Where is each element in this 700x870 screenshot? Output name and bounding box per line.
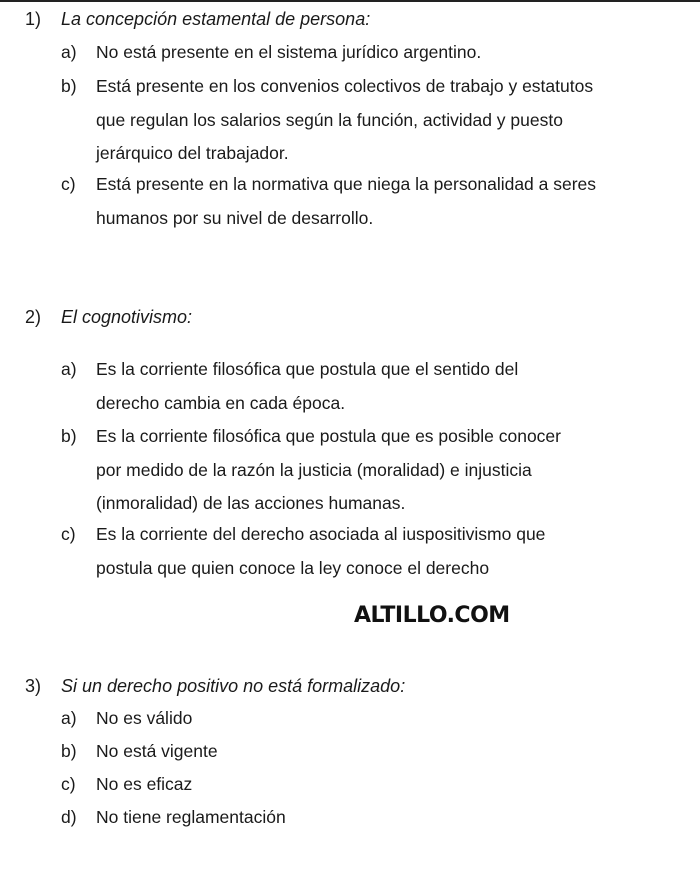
option-text (96, 735, 700, 769)
option-line: postula que quien conoce la ley conoce el derecho (96, 557, 490, 578)
option-line: No es eficaz (96, 774, 193, 794)
option-line: (inmoralidad) de las acciones humanas. (96, 493, 406, 513)
option-1a (61, 36, 700, 70)
question-number: 2) (25, 307, 42, 327)
watermark-text: ALTILLO.COM (354, 603, 510, 628)
question-prompt: La concepción estamental de persona: (61, 9, 371, 29)
option-text (96, 801, 700, 835)
option-line: Es la corriente filosófica que postula que el sentido del (96, 359, 519, 379)
option-line: Es la corriente filosófica que postula que es posible conocer (96, 426, 561, 446)
option-line: No está presente en el sistema jurídico argentino. (96, 42, 482, 62)
question-2-heading (25, 306, 192, 328)
option-text (96, 518, 700, 585)
option-letter: b) (61, 76, 77, 96)
option-line: Está presente en los convenios colectivos de trabajo y estatutos (96, 76, 594, 96)
option-line: No está vigente (96, 741, 218, 761)
option-line: jerárquico del trabajador. (96, 143, 289, 163)
option-line: por medido de la razón la justicia (moralidad) e injusticia (96, 459, 532, 480)
option-letter: a) (61, 359, 77, 379)
option-letter: c) (61, 524, 76, 544)
option-text (96, 36, 700, 70)
option-1b (61, 70, 700, 171)
question-prompt: El cognotivismo: (61, 307, 193, 327)
option-letter: c) (61, 774, 76, 794)
option-letter: b) (61, 426, 77, 446)
option-line: derecho cambia en cada época. (96, 392, 346, 413)
option-line: No es válido (96, 708, 193, 728)
question-prompt: Si un derecho positivo no está formalizado: (61, 676, 406, 696)
question-number: 1) (25, 9, 42, 29)
option-text (96, 353, 700, 420)
option-letter: a) (61, 708, 77, 728)
option-text (96, 70, 700, 171)
question-number: 3) (25, 676, 42, 696)
option-2c (61, 518, 700, 585)
option-1c (61, 168, 700, 235)
option-line: Está presente en la normativa que niega la personalidad a seres (96, 174, 597, 194)
option-line: humanos por su nivel de desarrollo. (96, 207, 374, 228)
option-text (96, 168, 700, 235)
option-letter: d) (61, 807, 77, 827)
option-letter: b) (61, 741, 77, 761)
option-text (96, 702, 700, 736)
option-line: Es la corriente del derecho asociada al iuspositivismo que (96, 524, 546, 544)
option-2b (61, 420, 700, 521)
option-line: No tiene reglamentación (96, 807, 286, 827)
option-3c (61, 768, 700, 802)
option-3a (61, 702, 700, 736)
option-line: que regulan los salarios según la función, actividad y puesto (96, 109, 563, 130)
option-3b (61, 735, 700, 769)
question-1-heading (25, 8, 370, 30)
option-text (96, 420, 700, 521)
question-3-heading (25, 675, 405, 697)
option-letter: a) (61, 42, 77, 62)
option-2a (61, 353, 700, 420)
option-letter: c) (61, 174, 76, 194)
option-text (96, 768, 700, 802)
option-3d (61, 801, 700, 835)
